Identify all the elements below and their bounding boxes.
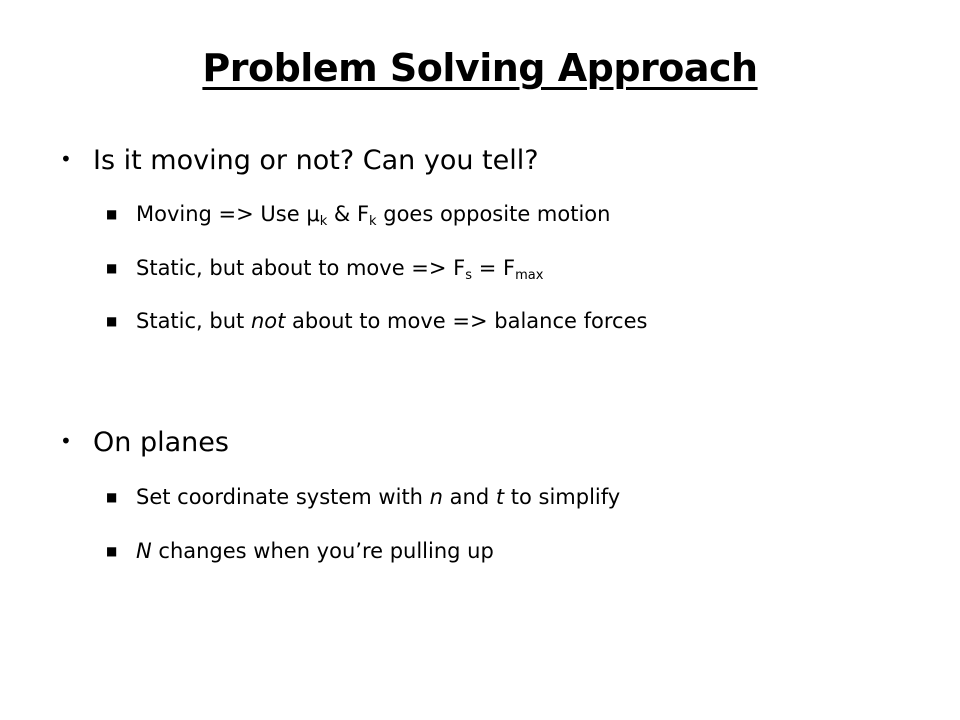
sub-text: Static, but	[136, 309, 251, 333]
emphasis-text: n	[429, 485, 443, 509]
sub-bullet-coordinate-system	[106, 482, 620, 512]
bullet-dot-icon: •	[60, 147, 72, 171]
square-bullet-icon: ■	[106, 314, 118, 328]
sub-text: Static, but about to move => F	[136, 256, 466, 280]
bullet-on-planes	[60, 423, 229, 461]
slide-title: Problem Solving Approach	[202, 46, 758, 90]
square-bullet-icon: ■	[106, 490, 118, 504]
bullet-dot-icon: •	[60, 429, 72, 453]
subscript: s	[465, 268, 473, 283]
sub-bullet-static-not-moving	[106, 306, 647, 336]
sub-text: changes when you’re pulling up	[151, 539, 494, 563]
square-bullet-icon: ■	[106, 207, 118, 221]
sub-text: Moving => Use μ	[136, 202, 320, 226]
subscript: k	[319, 214, 328, 229]
square-bullet-icon: ■	[106, 261, 118, 275]
bullet-moving-question	[60, 141, 539, 179]
sub-bullet-normal-force	[106, 536, 494, 566]
sub-text: about to move => balance forces	[285, 309, 648, 333]
sub-text: and	[442, 485, 496, 509]
emphasis-text: not	[250, 309, 286, 333]
emphasis-text: N	[136, 539, 152, 563]
subscript: k	[369, 214, 377, 229]
bullet-text: Is it moving or not? Can you tell?	[93, 145, 539, 176]
sub-text: goes opposite motion	[376, 202, 611, 226]
sub-text: & F	[327, 202, 370, 226]
sub-text: = F	[472, 256, 516, 280]
sub-text: to simplify	[504, 485, 621, 509]
sub-text: Set coordinate system with	[136, 485, 430, 509]
emphasis-text: t	[495, 485, 505, 509]
subscript: max	[515, 268, 544, 283]
sub-bullet-moving	[106, 199, 610, 229]
bullet-text: On planes	[93, 427, 229, 458]
square-bullet-icon: ■	[106, 544, 118, 558]
sub-bullet-static-about-to-move	[106, 253, 543, 283]
